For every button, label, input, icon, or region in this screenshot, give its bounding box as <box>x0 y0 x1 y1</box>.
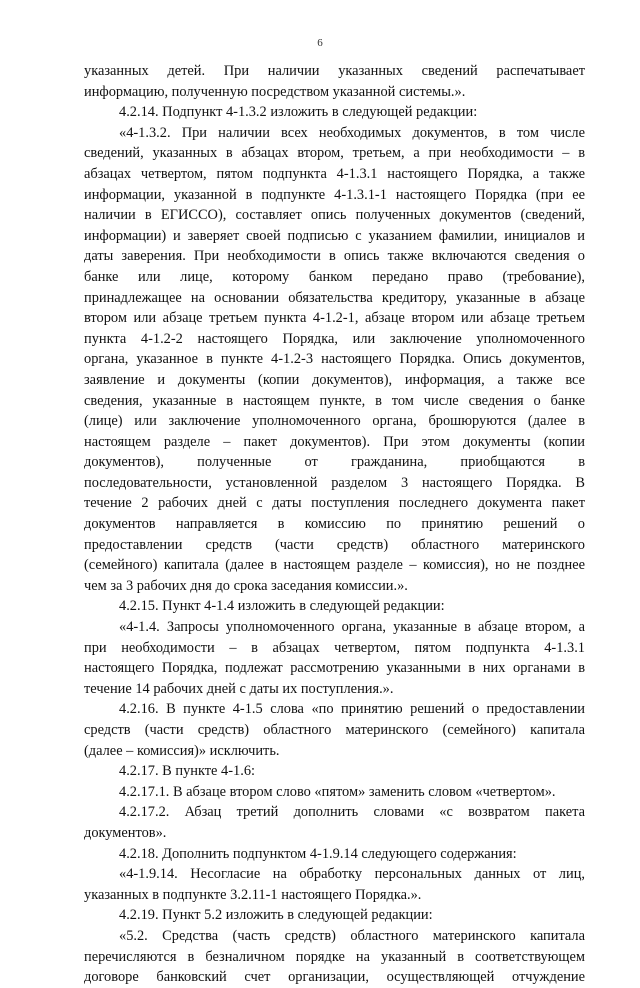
text-line: принадлежащее на основании обязательства кредитору, указанные в абзаце <box>84 289 585 306</box>
text-line: при необходимости – в абзацах четвертом, пятом подпункта 4-1.3.1 <box>84 639 585 656</box>
text-line: «4-1.4. Запросы уполномоченного органа, указанные в абзаце втором, а <box>119 619 585 636</box>
text-line: пункта 4-1.2-2 настоящего Порядка, или заключение уполномоченного <box>84 330 585 347</box>
text-line: наличии в ЕГИССО), составляет опись полученных документов (сведений, <box>84 207 585 224</box>
text-line: 4.2.17. В пункте 4-1.6: <box>119 763 256 780</box>
text-line: последовательности, установленной разделом 3 настоящего Порядка. В <box>84 474 585 491</box>
text-line: информации, указанной в подпункте 4-1.3.1-1 настоящего Порядка (при ее <box>84 186 585 203</box>
text-line: 4.2.14. Подпункт 4-1.3.2 изложить в следующей редакции: <box>119 104 478 121</box>
text-line: средств (части средств) областного материнского (семейного) капитала <box>84 722 585 738</box>
text-line: заявление и документы (копии документов), информация, а также все <box>84 371 585 388</box>
text-line: (семейного) капитала (далее в настоящем разделе – комиссия), но не позднее <box>84 557 585 574</box>
text-line: течение 2 рабочих дней с даты поступления последнего документа пакет <box>84 495 585 512</box>
document-body <box>84 61 585 988</box>
text-line: органа, указанное в пункте 4-1.2-3 настоящего Порядка. Опись документов, <box>84 351 585 368</box>
text-line: абзацах четвертом, пятом подпункта 4-1.3.1 настоящего Порядка, а также <box>84 165 585 182</box>
text-line: документов направляется в комиссию по принятию решений о <box>84 516 585 533</box>
text-line: 4.2.16. В пункте 4-1.5 слова «по принятию решений о предоставлении <box>119 701 585 718</box>
text-line: банке или лице, которому банком передано право (требование), <box>84 268 585 285</box>
text-line: (лице) или заключение уполномоченного органа, брошюруются (далее в <box>84 413 585 430</box>
text-line: сведения, указанные в настоящем пункте, в том числе сведения о банке <box>84 392 585 409</box>
text-line: 4.2.17.2. Абзац третий дополнить словами «с возвратом пакета <box>119 804 585 821</box>
text-line: «4-1.9.14. Несогласие на обработку персональных данных от лиц, <box>119 866 585 883</box>
text-line: настоящего Порядка, подлежат рассмотрению указанными в них органами в <box>84 660 585 677</box>
text-line: указанных детей. При наличии указанных сведений распечатывает <box>84 63 585 79</box>
text-line: настоящем разделе – пакет документов). При этом документы (копии <box>84 433 585 450</box>
text-line: договоре банковский счет организации, осуществляющей отчуждение <box>84 969 585 986</box>
text-line: 4.2.15. Пункт 4-1.4 изложить в следующей редакции: <box>119 598 445 615</box>
text-line: информации) и заверяет своей подписью с указанием фамилии, инициалов и <box>84 227 585 244</box>
text-line: «5.2. Средства (часть средств) областного материнского капитала <box>119 927 585 944</box>
text-line: документов». <box>84 824 167 841</box>
text-line: даты заверения. При необходимости в опись также включаются сведения о <box>84 248 585 265</box>
page-number: 6 <box>317 37 323 49</box>
text-line: течение 14 рабочих дней с даты их поступления.». <box>84 680 394 697</box>
text-line: указанных в подпункте 3.2.11-1 настоящего Порядка.». <box>84 886 422 903</box>
text-line: документов), полученные от гражданина, приобщаются в <box>84 454 585 471</box>
text-line: информацию, полученную посредством указанной системы.». <box>84 83 466 100</box>
text-line: 4.2.17.1. В абзаце втором слово «пятом» заменить словом «четвертом». <box>119 783 556 800</box>
text-line: 4.2.18. Дополнить подпунктом 4-1.9.14 следующего содержания: <box>119 845 517 862</box>
text-line: втором или абзаце третьем пункта 4-1.2-1, абзаце втором или абзаце третьем <box>84 310 585 327</box>
text-line: чем за 3 рабочих дня до срока заседания комиссии.». <box>84 577 408 594</box>
text-line: перечисляются в безналичном порядке на указанный в соответствующем <box>84 948 585 965</box>
text-line: «4-1.3.2. При наличии всех необходимых документов, в том числе <box>119 124 585 141</box>
text-line: 4.2.19. Пункт 5.2 изложить в следующей редакции: <box>119 907 433 924</box>
text-line: сведений, указанных в абзацах втором, третьем, а при необходимости – в <box>84 145 585 162</box>
text-line: предоставлении средств (части средств) областного материнского <box>84 536 585 553</box>
text-line: (далее – комиссия)» исключить. <box>84 742 280 759</box>
